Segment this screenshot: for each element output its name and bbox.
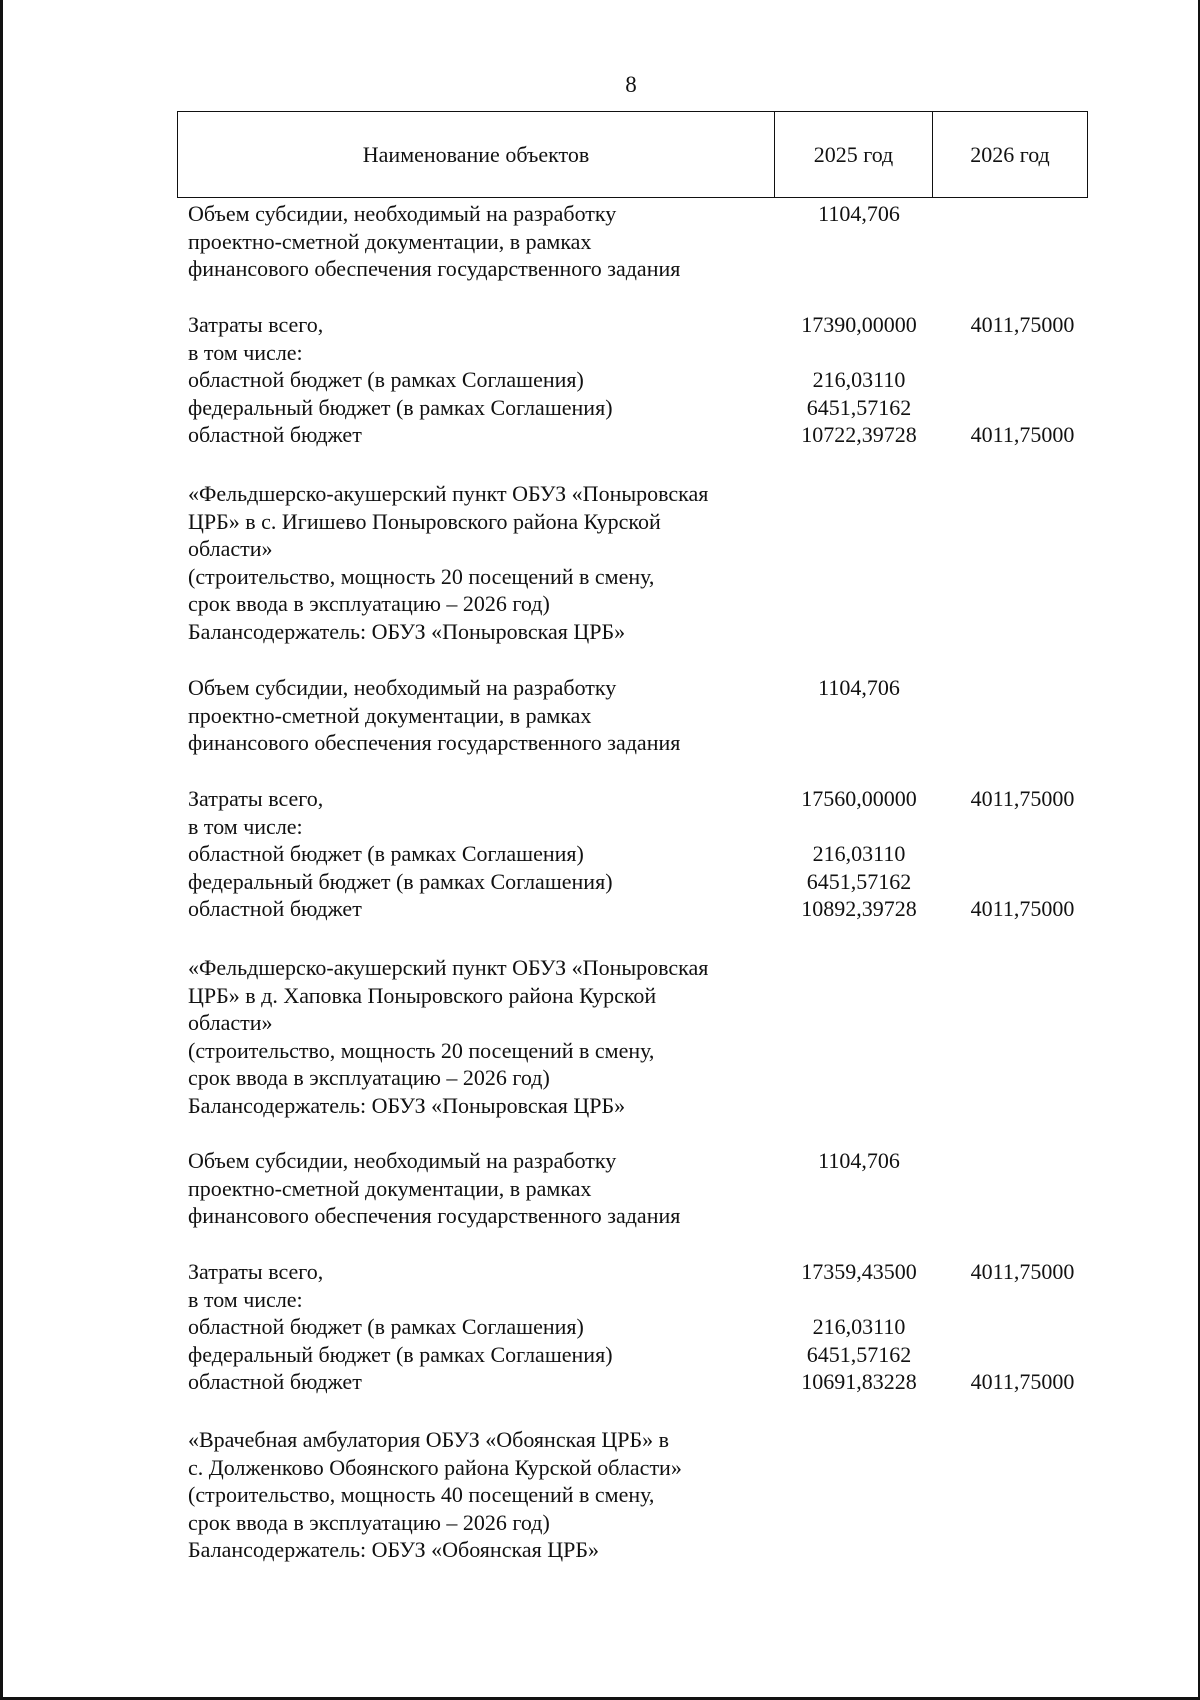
text-line: областной бюджет (в рамках Соглашения) — [188, 367, 584, 392]
value-line: 17359,43500 — [801, 1259, 917, 1284]
value-line: 17390,00000 — [801, 312, 917, 337]
text-line: Балансодержатель: ОБУЗ «Поныровская ЦРБ» — [188, 1092, 626, 1118]
text-line: Объем субсидии, необходимый на разработку — [188, 675, 617, 700]
text-line: федеральный бюджет (в рамках Соглашения) — [188, 394, 613, 420]
text-line: проектно-сметной документации, в рамках — [188, 1175, 592, 1201]
object-name-cell — [188, 954, 768, 1119]
value-line: 216,03110 — [812, 1314, 906, 1339]
value-2025-cell — [768, 200, 950, 228]
text-line: финансового обеспечения государственного задания — [188, 256, 681, 281]
value-line: 6451,57162 — [806, 394, 912, 420]
page-number: 8 — [625, 72, 637, 97]
text-line: областной бюджет (в рамках Соглашения) — [188, 1314, 584, 1339]
value-2025-cell — [768, 1147, 950, 1175]
value-2025-cell — [768, 785, 950, 923]
text-line: Затраты всего, — [188, 312, 324, 337]
value-line: 6451,57162 — [806, 868, 912, 894]
value-2025-cell — [768, 1258, 950, 1396]
value-line — [950, 339, 1095, 367]
value-line: 216,03110 — [812, 367, 906, 392]
column-header-2026: 2026 год — [970, 141, 1050, 167]
text-line: Балансодержатель: ОБУЗ «Поныровская ЦРБ» — [188, 618, 626, 644]
scan-edge-left — [0, 0, 3, 1700]
value-line: 1104,706 — [818, 675, 900, 700]
value-line: 4011,75000 — [970, 1259, 1075, 1284]
text-line: области» — [188, 1010, 273, 1035]
text-line: области» — [188, 536, 273, 561]
object-name-cell — [188, 311, 768, 449]
object-name-cell — [188, 674, 768, 757]
text-line: областной бюджет — [188, 1369, 362, 1394]
value-line: 1104,706 — [818, 1148, 900, 1173]
text-line: в том числе: — [188, 1286, 303, 1312]
text-line: областной бюджет — [188, 422, 362, 447]
table-header — [177, 111, 1088, 198]
text-line: срок ввода в эксплуатацию – 2026 год) — [188, 591, 550, 616]
value-2025-cell — [768, 311, 950, 449]
value-line — [950, 1341, 1095, 1369]
text-line: срок ввода в эксплуатацию – 2026 год) — [188, 1509, 550, 1535]
value-line: 10722,39728 — [801, 422, 917, 447]
text-line: в том числе: — [188, 813, 303, 839]
text-line: ЦРБ» в с. Игишево Поныровского района Курской — [188, 508, 661, 534]
text-line: (строительство, мощность 40 посещений в смену, — [188, 1482, 655, 1507]
object-name-cell — [188, 1258, 768, 1396]
text-line: проектно-сметной документации, в рамках — [188, 702, 592, 728]
text-line: Объем субсидии, необходимый на разработку — [188, 201, 617, 226]
value-2026-cell — [950, 1258, 1095, 1396]
value-line: 1104,706 — [818, 201, 900, 226]
column-header-name: Наименование объектов — [178, 112, 775, 197]
text-line: ЦРБ» в д. Хаповка Поныровского района Курской — [188, 982, 657, 1008]
text-line: финансового обеспечения государственного задания — [188, 1203, 681, 1228]
object-name-cell — [188, 480, 768, 645]
text-line: Объем субсидии, необходимый на разработку — [188, 1148, 617, 1173]
value-line: 10892,39728 — [801, 896, 917, 921]
value-line — [950, 813, 1095, 841]
value-line: 4011,75000 — [970, 896, 1075, 921]
value-line: 6451,57162 — [806, 1341, 912, 1367]
value-line — [950, 1286, 1095, 1314]
text-line: проектно-сметной документации, в рамках — [188, 228, 592, 254]
text-line: финансового обеспечения государственного задания — [188, 730, 681, 755]
object-name-cell — [188, 200, 768, 283]
value-line — [768, 339, 950, 367]
text-line: Затраты всего, — [188, 786, 324, 811]
object-name-cell — [188, 785, 768, 923]
text-line: Балансодержатель: ОБУЗ «Обоянская ЦРБ» — [188, 1537, 599, 1562]
value-line: 4011,75000 — [970, 422, 1075, 447]
object-name-cell — [188, 1426, 768, 1564]
value-line — [950, 1313, 1095, 1341]
text-line: в том числе: — [188, 339, 303, 365]
value-line: 17560,00000 — [801, 786, 917, 811]
text-line: (строительство, мощность 20 посещений в смену, — [188, 1037, 655, 1063]
value-line: 4011,75000 — [970, 786, 1075, 811]
text-line: (строительство, мощность 20 посещений в смену, — [188, 563, 655, 589]
column-header-2025: 2025 год — [775, 112, 933, 197]
text-line: областной бюджет — [188, 896, 362, 921]
text-line: срок ввода в эксплуатацию – 2026 год) — [188, 1065, 550, 1090]
text-line: федеральный бюджет (в рамках Соглашения) — [188, 1341, 613, 1367]
object-name-cell — [188, 1147, 768, 1230]
value-line — [768, 1286, 950, 1314]
text-line: «Фельдшерско-акушерский пункт ОБУЗ «Поныровская — [188, 481, 709, 506]
text-line: Затраты всего, — [188, 1259, 324, 1284]
text-line: «Фельдшерско-акушерский пункт ОБУЗ «Поныровская — [188, 955, 709, 980]
text-line: федеральный бюджет (в рамках Соглашения) — [188, 868, 613, 894]
value-line — [950, 868, 1095, 896]
value-line: 216,03110 — [812, 841, 906, 866]
text-line: с. Долженково Обоянского района Курской области» — [188, 1454, 682, 1480]
value-line: 4011,75000 — [970, 312, 1075, 337]
value-2026-cell — [950, 785, 1095, 923]
value-line: 10691,83228 — [801, 1369, 917, 1394]
value-line — [950, 394, 1095, 422]
text-line: «Врачебная амбулатория ОБУЗ «Обоянская ЦРБ» в — [188, 1427, 669, 1452]
value-line — [950, 840, 1095, 868]
value-2026-cell — [950, 311, 1095, 449]
value-line: 4011,75000 — [970, 1369, 1075, 1394]
value-line — [768, 813, 950, 841]
text-line: областной бюджет (в рамках Соглашения) — [188, 841, 584, 866]
value-2025-cell — [768, 674, 950, 702]
value-line — [950, 366, 1095, 394]
